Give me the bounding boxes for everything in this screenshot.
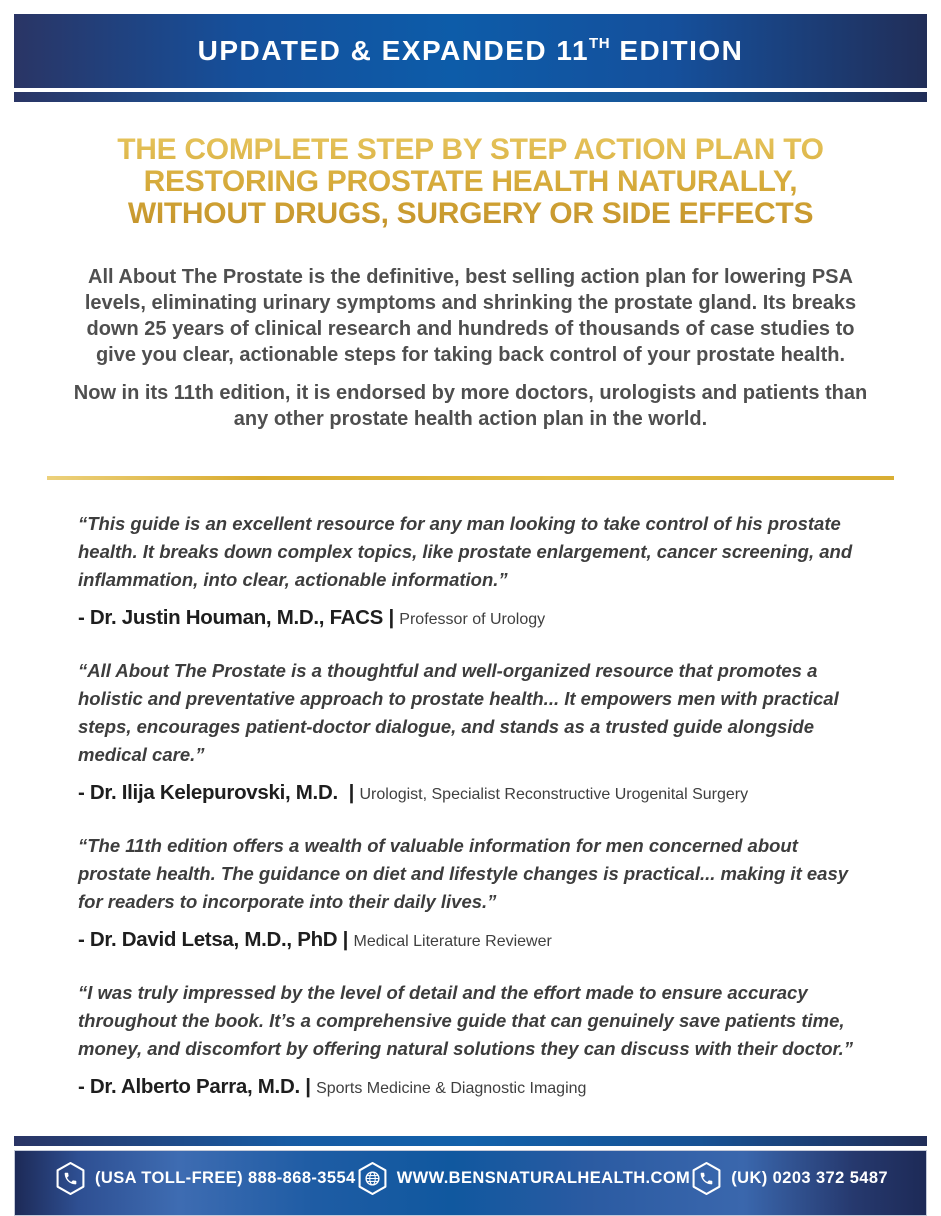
footer-website[interactable] — [357, 1160, 691, 1196]
intro-paragraph-1: All About The Prostate is the definitive, best selling action plan for lowering PSA levels, eliminating urinary symptoms and shrinking the prostate gland. Its breaks down 25 years of clinical research and hundreds of thousands of case studies to give you clear, actionable steps for taking back control of your prostate health. — [84, 266, 857, 366]
testimonial-author-role: Urologist, Specialist Reconstructive Urogenital Surgery — [359, 786, 749, 803]
testimonial-quote: “I was truly impressed by the level of detail and the effort made to ensure accuracy throughout the book. It’s a comprehensive guide that can genuinely save patients time, money, and discomfort by offering natural solutions they can discuss with their doctor.” — [78, 982, 854, 1059]
testimonial-attribution — [78, 780, 867, 808]
testimonial-author-name: - Dr. Ilija Kelepurovski, M.D. | — [78, 781, 360, 804]
edition-banner-text — [198, 35, 744, 67]
phone-icon — [691, 1161, 722, 1196]
testimonial-parra — [14, 979, 927, 1102]
intro-paragraph-2: Now in its 11th edition, it is endorsed by more doctors, urologists and patients than any other prostate health action plan in the world. — [73, 382, 868, 430]
phone-icon — [55, 1161, 86, 1196]
footer-uk-phone-label: (UK) 0203 372 5487 — [731, 1168, 888, 1187]
edition-banner-prefix: UPDATED & EXPANDED 11 — [197, 35, 590, 66]
testimonial-attribution — [78, 1074, 867, 1102]
testimonial-author-role: Sports Medicine & Diagnostic Imaging — [316, 1080, 587, 1097]
testimonial-quote: “The 11th edition offers a wealth of valuable information for men concerned about prostate health. The guidance on diet and lifestyle changes is practical... making it easy for readers to incorporate into their daily lives.” — [78, 835, 849, 912]
footer-contact-bar — [14, 1150, 927, 1216]
testimonial-author-role: Professor of Urology — [399, 611, 546, 628]
testimonials-section — [14, 510, 927, 1102]
page-title — [14, 134, 927, 230]
testimonial-author-name: - Dr. Alberto Parra, M.D. | — [78, 1075, 317, 1098]
testimonial-houman — [14, 510, 927, 633]
footer-uk-phone[interactable] — [691, 1160, 888, 1196]
testimonial-author-name: - Dr. David Letsa, M.D., PhD | — [78, 928, 354, 951]
testimonial-quote: “All About The Prostate is a thoughtful and well-organized resource that promotes a holistic and preventative approach to prostate health... It empowers men with practical steps, encourages patient-doctor dialogue, and stands as a trusted guide alongside medical care.” — [78, 660, 839, 765]
globe-icon — [357, 1161, 388, 1196]
page-title-line-1: THE COMPLETE STEP BY STEP ACTION PLAN TO — [117, 133, 824, 166]
page-title-line-2: RESTORING PROSTATE HEALTH NATURALLY, — [143, 165, 798, 198]
footer-overline-bar — [14, 1136, 927, 1146]
testimonial-author-role: Medical Literature Reviewer — [353, 933, 552, 950]
edition-banner-suffix: EDITION — [610, 35, 744, 66]
edition-banner — [14, 14, 927, 88]
gold-divider — [47, 476, 894, 480]
edition-banner-superscript: TH — [589, 35, 611, 52]
page-title-line-3: WITHOUT DRUGS, SURGERY OR SIDE EFFECTS — [127, 197, 814, 230]
footer-usa-phone[interactable] — [55, 1160, 356, 1196]
testimonial-quote: “This guide is an excellent resource for any man looking to take control of his prostate health. It breaks down complex topics, like prostate enlargement, cancer screening, and inflammation, into clear, actionable information.” — [78, 513, 853, 590]
testimonial-kelepurovski — [14, 657, 927, 808]
testimonial-attribution — [78, 927, 867, 955]
testimonial-author-name: - Dr. Justin Houman, M.D., FACS | — [78, 606, 400, 629]
intro-copy — [71, 264, 871, 432]
footer-usa-phone-label: (USA TOLL-FREE) 888-868-3554 — [95, 1168, 356, 1187]
footer-website-label: WWW.BENSNATURALHEALTH.COM — [396, 1168, 691, 1187]
banner-underline-bar — [14, 92, 927, 102]
testimonial-letsa — [14, 832, 927, 955]
testimonial-attribution — [78, 605, 867, 633]
